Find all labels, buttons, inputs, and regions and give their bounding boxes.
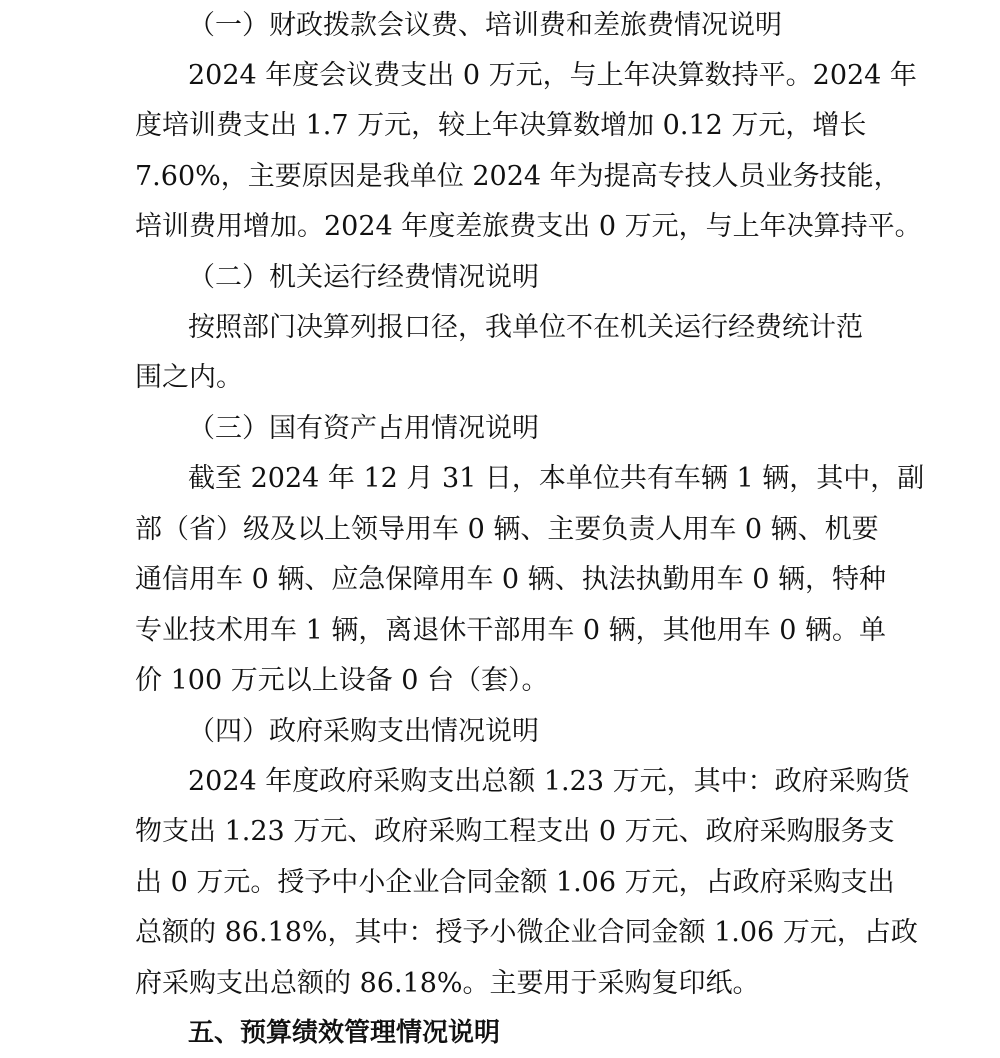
paragraph-line: 7.60%，主要原因是我单位 2024 年为提高专技人员业务技能， <box>135 161 901 192</box>
paragraph-line: 2024 年度政府采购支出总额 1.23 万元，其中：政府采购货 <box>188 766 910 797</box>
paragraph-line: 围之内。 <box>135 362 243 393</box>
paragraph-line: 专业技术用车 1 辆，离退休干部用车 0 辆，其他用车 0 辆。单 <box>135 615 887 646</box>
paragraph-line: 度培训费支出 1.7 万元，较上年决算数增加 0.12 万元，增长 <box>135 110 867 141</box>
paragraph-line: 培训费用增加。2024 年度差旅费支出 0 万元，与上年决算持平。 <box>135 211 922 242</box>
paragraph-line: 截至 2024 年 12 月 31 日，本单位共有车辆 1 辆，其中，副 <box>188 463 925 494</box>
section-heading-1: （一）财政拨款会议费、培训费和差旅费情况说明 <box>188 10 782 41</box>
paragraph-line: 价 100 万元以上设备 0 台（套）。 <box>135 665 549 696</box>
section-heading-5: 五、预算绩效管理情况说明 <box>188 1018 501 1048</box>
paragraph-line: 2024 年度会议费支出 0 万元，与上年决算数持平。2024 年 <box>188 60 917 91</box>
paragraph-line: 通信用车 0 辆、应急保障用车 0 辆、执法执勤用车 0 辆，特种 <box>135 564 887 595</box>
section-heading-2: （二）机关运行经费情况说明 <box>188 262 539 293</box>
paragraph-line: 府采购支出总额的 86.18%。主要用于采购复印纸。 <box>135 968 760 999</box>
section-heading-3: （三）国有资产占用情况说明 <box>188 413 539 444</box>
paragraph-line: 出 0 万元。授予中小企业合同金额 1.06 万元，占政府采购支出 <box>135 867 895 898</box>
paragraph-line: 物支出 1.23 万元、政府采购工程支出 0 万元、政府采购服务支 <box>135 816 895 847</box>
paragraph-line: 部（省）级及以上领导用车 0 辆、主要负责人用车 0 辆、机要 <box>135 514 879 545</box>
paragraph-line: 总额的 86.18%，其中：授予小微企业合同金额 1.06 万元，占政 <box>135 917 918 948</box>
paragraph-line: 按照部门决算列报口径，我单位不在机关运行经费统计范 <box>188 312 863 343</box>
section-heading-4: （四）政府采购支出情况说明 <box>188 716 539 747</box>
